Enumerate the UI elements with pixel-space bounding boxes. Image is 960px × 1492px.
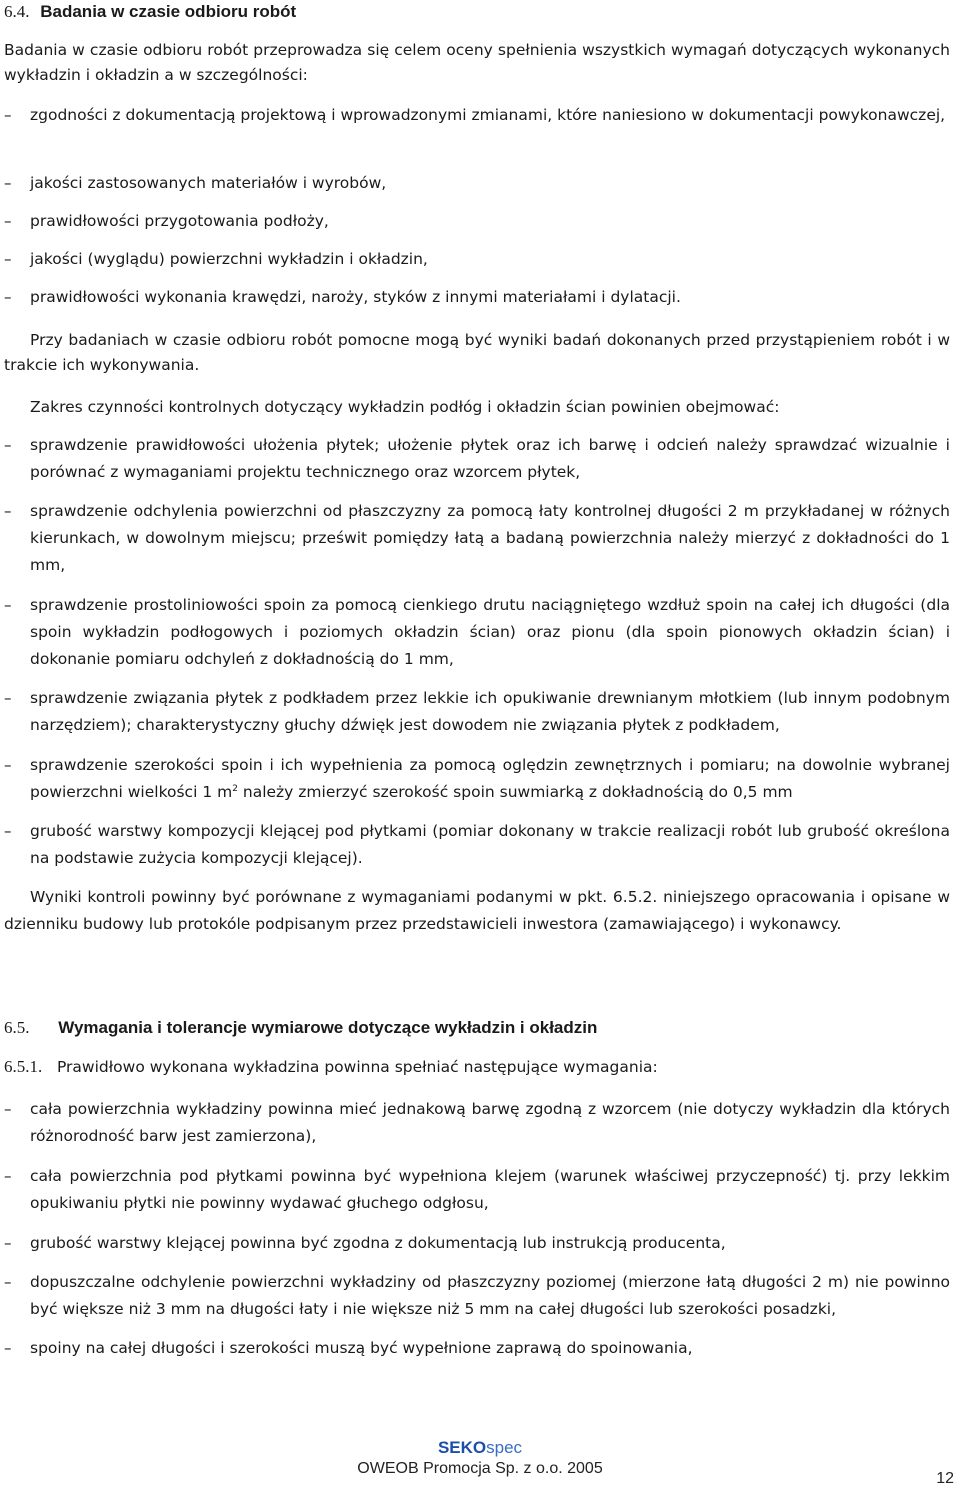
- section-title: Wymagania i tolerancje wymiarowe dotyczące wykładzin i okładzin: [58, 1018, 598, 1037]
- list-item: – prawidłowości przygotowania podłoży,: [4, 208, 950, 235]
- requirement-item: – grubość warstwy klejącej powinna być zgodna z dokumentacją lub instrukcją producenta,: [4, 1230, 950, 1257]
- dash-bullet: –: [4, 1100, 12, 1118]
- scope-paragraph: Zakres czynności kontrolnych dotyczący wykładzin podłóg i okładzin ścian powinien obejmować:: [30, 398, 780, 416]
- check-item: – sprawdzenie prostoliniowości spoin za pomocą cienkiego drutu naciągniętego wzdłuż spoin na całej ich długości (dla spoin wykładzin podłogowych i poziomych okładzin ścian) oraz pionu (dla spoin pionowych okładzin ścian) i dokonanie pomiaru odchyleń z dokładnością do 1 mm,: [4, 592, 950, 673]
- brand-logo: SEKOspec: [437, 1438, 523, 1457]
- requirement-item: – cała powierzchnia pod płytkami powinna być wypełniona klejem (warunek właściwej przyczepność) tj. przy lekkim opukiwaniu płytki nie powinny wydawać głuchego odgłosu,: [4, 1163, 950, 1217]
- dash-bullet: –: [4, 174, 12, 192]
- dash-bullet: –: [4, 596, 12, 614]
- requirement-item: – dopuszczalne odchylenie powierzchni wykładziny od płaszczyzny poziomej (mierzone łatą długości 2 m) nie powinno być większe niż 3 mm na długości łaty i nie większe niż 5 mm na całej długości lub szerokości posadzki,: [4, 1269, 950, 1323]
- list-item: – zgodności z dokumentacją projektową i wprowadzonymi zmianami, które naniesiono w dokumentacji powykonawczej,: [4, 102, 950, 129]
- check-item: – grubość warstwy kompozycji klejącej pod płytkami (pomiar dokonany w trakcie realizacji robót lub grubość określona na podstawie zużycia kompozycji klejącej).: [4, 818, 950, 872]
- page-number: 12: [936, 1470, 954, 1487]
- dash-bullet: –: [4, 1167, 12, 1185]
- check-item: – sprawdzenie związania płytek z podkładem przez lekkie ich opukiwanie drewnianym młotkiem (lub innym podobnym narzędziem); charakterystyczny głuchy dźwięk jest dowodem nie związania płytek z podkładem,: [4, 685, 950, 739]
- footer-company: OWEOB Promocja Sp. z o.o. 2005: [357, 1460, 603, 1477]
- list-item: – prawidłowości wykonania krawędzi, naroży, styków z innymi materiałami i dylatacji.: [4, 284, 950, 311]
- dash-bullet: –: [4, 689, 12, 707]
- section-heading-6-5-1: [4, 1057, 658, 1077]
- check-item: – sprawdzenie prawidłowości ułożenia płytek; ułożenie płytek oraz ich barwę i odcień należy sprawdzać wizualnie i porównać z wymaganiami projektu technicznego oraz wzorcem płytek,: [4, 432, 950, 486]
- dash-bullet: –: [4, 288, 12, 306]
- list-item: – jakości (wyglądu) powierzchni wykładzin i okładzin,: [4, 246, 950, 273]
- dash-bullet: –: [4, 1339, 12, 1357]
- dash-bullet: –: [4, 1234, 12, 1252]
- requirement-item: – spoiny na całej długości i szerokości muszą być wypełnione zaprawą do spoinowania,: [4, 1335, 950, 1362]
- dash-bullet: –: [4, 756, 12, 774]
- dash-bullet: –: [4, 436, 12, 454]
- section-number: 6.4.: [4, 2, 30, 21]
- dash-bullet: –: [4, 502, 12, 520]
- section-number: 6.5.: [4, 1018, 30, 1037]
- check-item: – sprawdzenie odchylenia powierzchni od płaszczyzny za pomocą łaty kontrolnej długości 2 m przykładanej w różnych kierunkach, w dowolnym miejscu; prześwit pomiędzy łatą a badaną powierzchnia należy mierzyć z dokładności do 1 mm,: [4, 498, 950, 579]
- help-paragraph: Przy badaniach w czasie odbioru robót pomocne mogą być wyniki badań dokonanych przed przystąpieniem robót i w trakcie ich wykonywania.: [4, 331, 950, 374]
- dash-bullet: –: [4, 1273, 12, 1291]
- section-title: Prawidłowo wykonana wykładzina powinna spełniać następujące wymagania:: [56, 1058, 658, 1076]
- dash-bullet: –: [4, 106, 12, 124]
- dash-bullet: –: [4, 822, 12, 840]
- results-paragraph: Wyniki kontroli powinny być porównane z wymaganiami podanymi w pkt. 6.5.2. niniejszego opracowania i opisane w dzienniku budowy lub protokóle podpisanym przez przedstawicieli inwestora (zamawiającego) i wykonawcy.: [4, 888, 950, 933]
- section-heading-6-4: [4, 2, 296, 22]
- dash-bullet: –: [4, 250, 12, 268]
- section-title: Badania w czasie odbioru robót: [40, 2, 297, 21]
- list-item: – jakości zastosowanych materiałów i wyrobów,: [4, 170, 950, 197]
- intro-paragraph: Badania w czasie odbioru robót przeprowadza się celem oceny spełnienia wszystkich wymagań dotyczących wykonanych wykładzin i okładzin a w szczególności:: [4, 41, 950, 84]
- section-heading-6-5: [4, 1018, 597, 1038]
- section-number: 6.5.1.: [4, 1057, 43, 1076]
- check-item: – sprawdzenie szerokości spoin i ich wypełnienia za pomocą oględzin zewnętrznych i pomiaru; na dowolnie wybranej powierzchni wielkości 1 $m^2$ należy zmierzyć szerokość spoin suwmiarką z dokładnością do 0,5 mm: [4, 752, 950, 806]
- dash-bullet: –: [4, 212, 12, 230]
- requirement-item: – cała powierzchnia wykładziny powinna mieć jednakową barwę zgodną z wzorcem (nie dotyczy wykładzin dla których różnorodność barw jest zamierzona),: [4, 1096, 950, 1150]
